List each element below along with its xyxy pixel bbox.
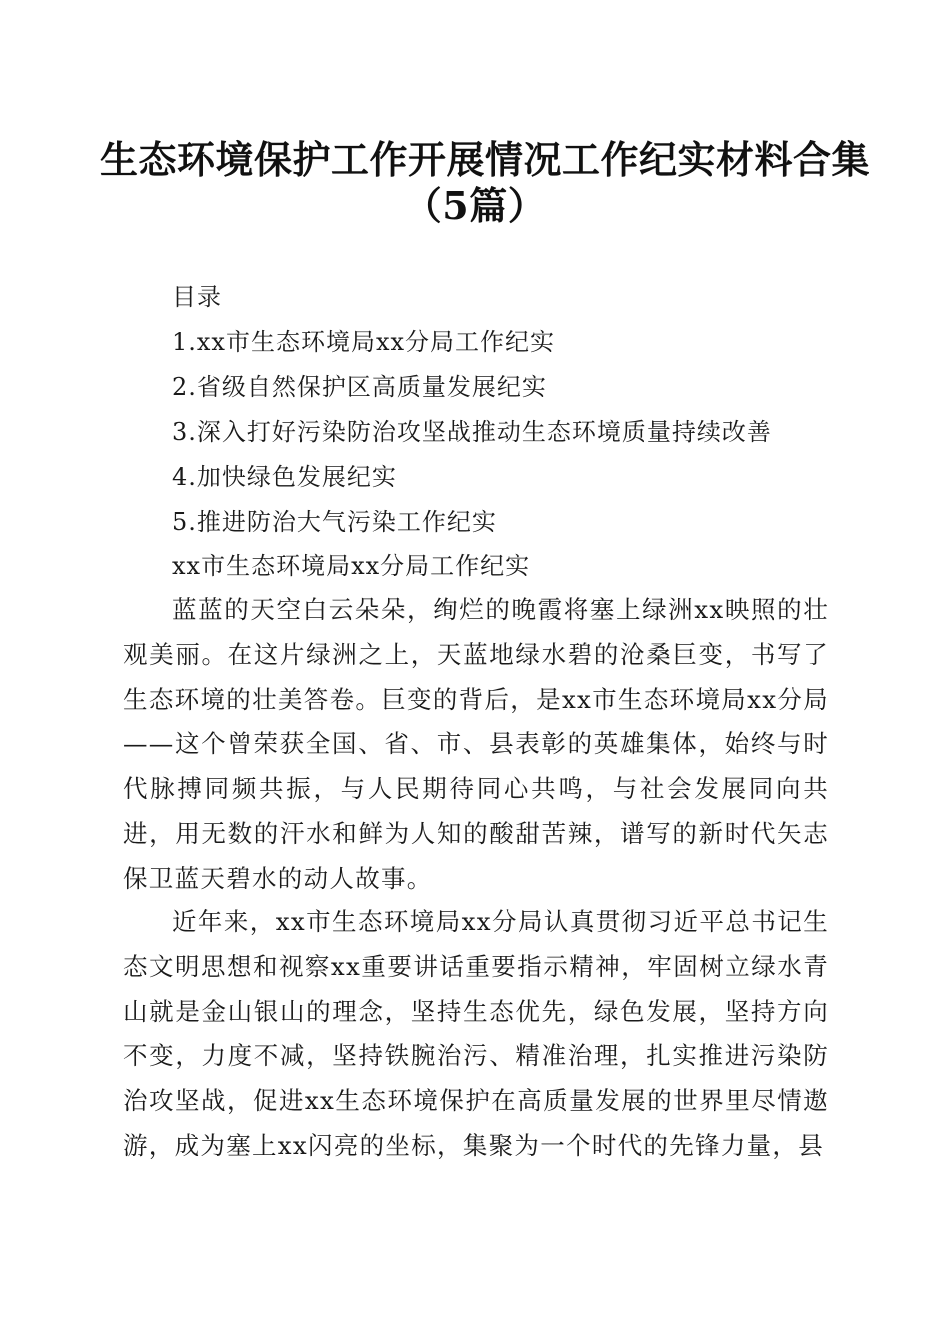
document-title-line-2: （5篇） [403,183,547,228]
document-title-line-1: 生态环境保护工作开展情况工作纪实材料合集 [100,137,871,182]
toc-heading: 目录 [172,283,222,311]
toc-item-1: 1.xx市生态环境局xx分局工作纪实 [172,328,556,356]
body-paragraph-1: 蓝蓝的天空白云朵朵，绚烂的晚霞将塞上绿洲xx映照的壮观美丽。在这片绿洲之上，天蓝地绿水碧的沧桑巨变，书写了生态环境的壮美答卷。巨变的背后，是xx市生态环境局xx分局——这个曾荣获全国、省、市、县表彰的英雄集体，始终与时代脉搏同频共振，与人民期待同心共鸣，与社会发展同向共进，用无数的汗水和鲜为人知的酸甜苦辣，谱写的新时代矢志保卫蓝天碧水的动人故事。 [123,595,829,893]
section-heading: xx市生态环境局xx分局工作纪实 [172,552,531,580]
toc-item-3: 3.深入打好污染防治攻坚战推动生态环境质量持续改善 [172,418,772,446]
toc-item-2: 2.省级自然保护区高质量发展纪实 [172,373,547,401]
toc-item-4: 4.加快绿色发展纪实 [172,463,397,491]
toc-item-5: 5.推进防治大气污染工作纪实 [172,508,497,536]
body-paragraph-2: 近年来，xx市生态环境局xx分局认真贯彻习近平总书记生态文明思想和视察xx重要讲话重要指示精神，牢固树立绿水青山就是金山银山的理念，坚持生态优先，绿色发展，坚持方向不变，力度不减，坚持铁腕治污、精准治理，扎实推进污染防治攻坚战，促进xx生态环境保护在高质量发展的世界里尽情遨游，成为塞上xx闪亮的坐标，集聚为一个时代的先锋力量，县 [123,907,829,1160]
